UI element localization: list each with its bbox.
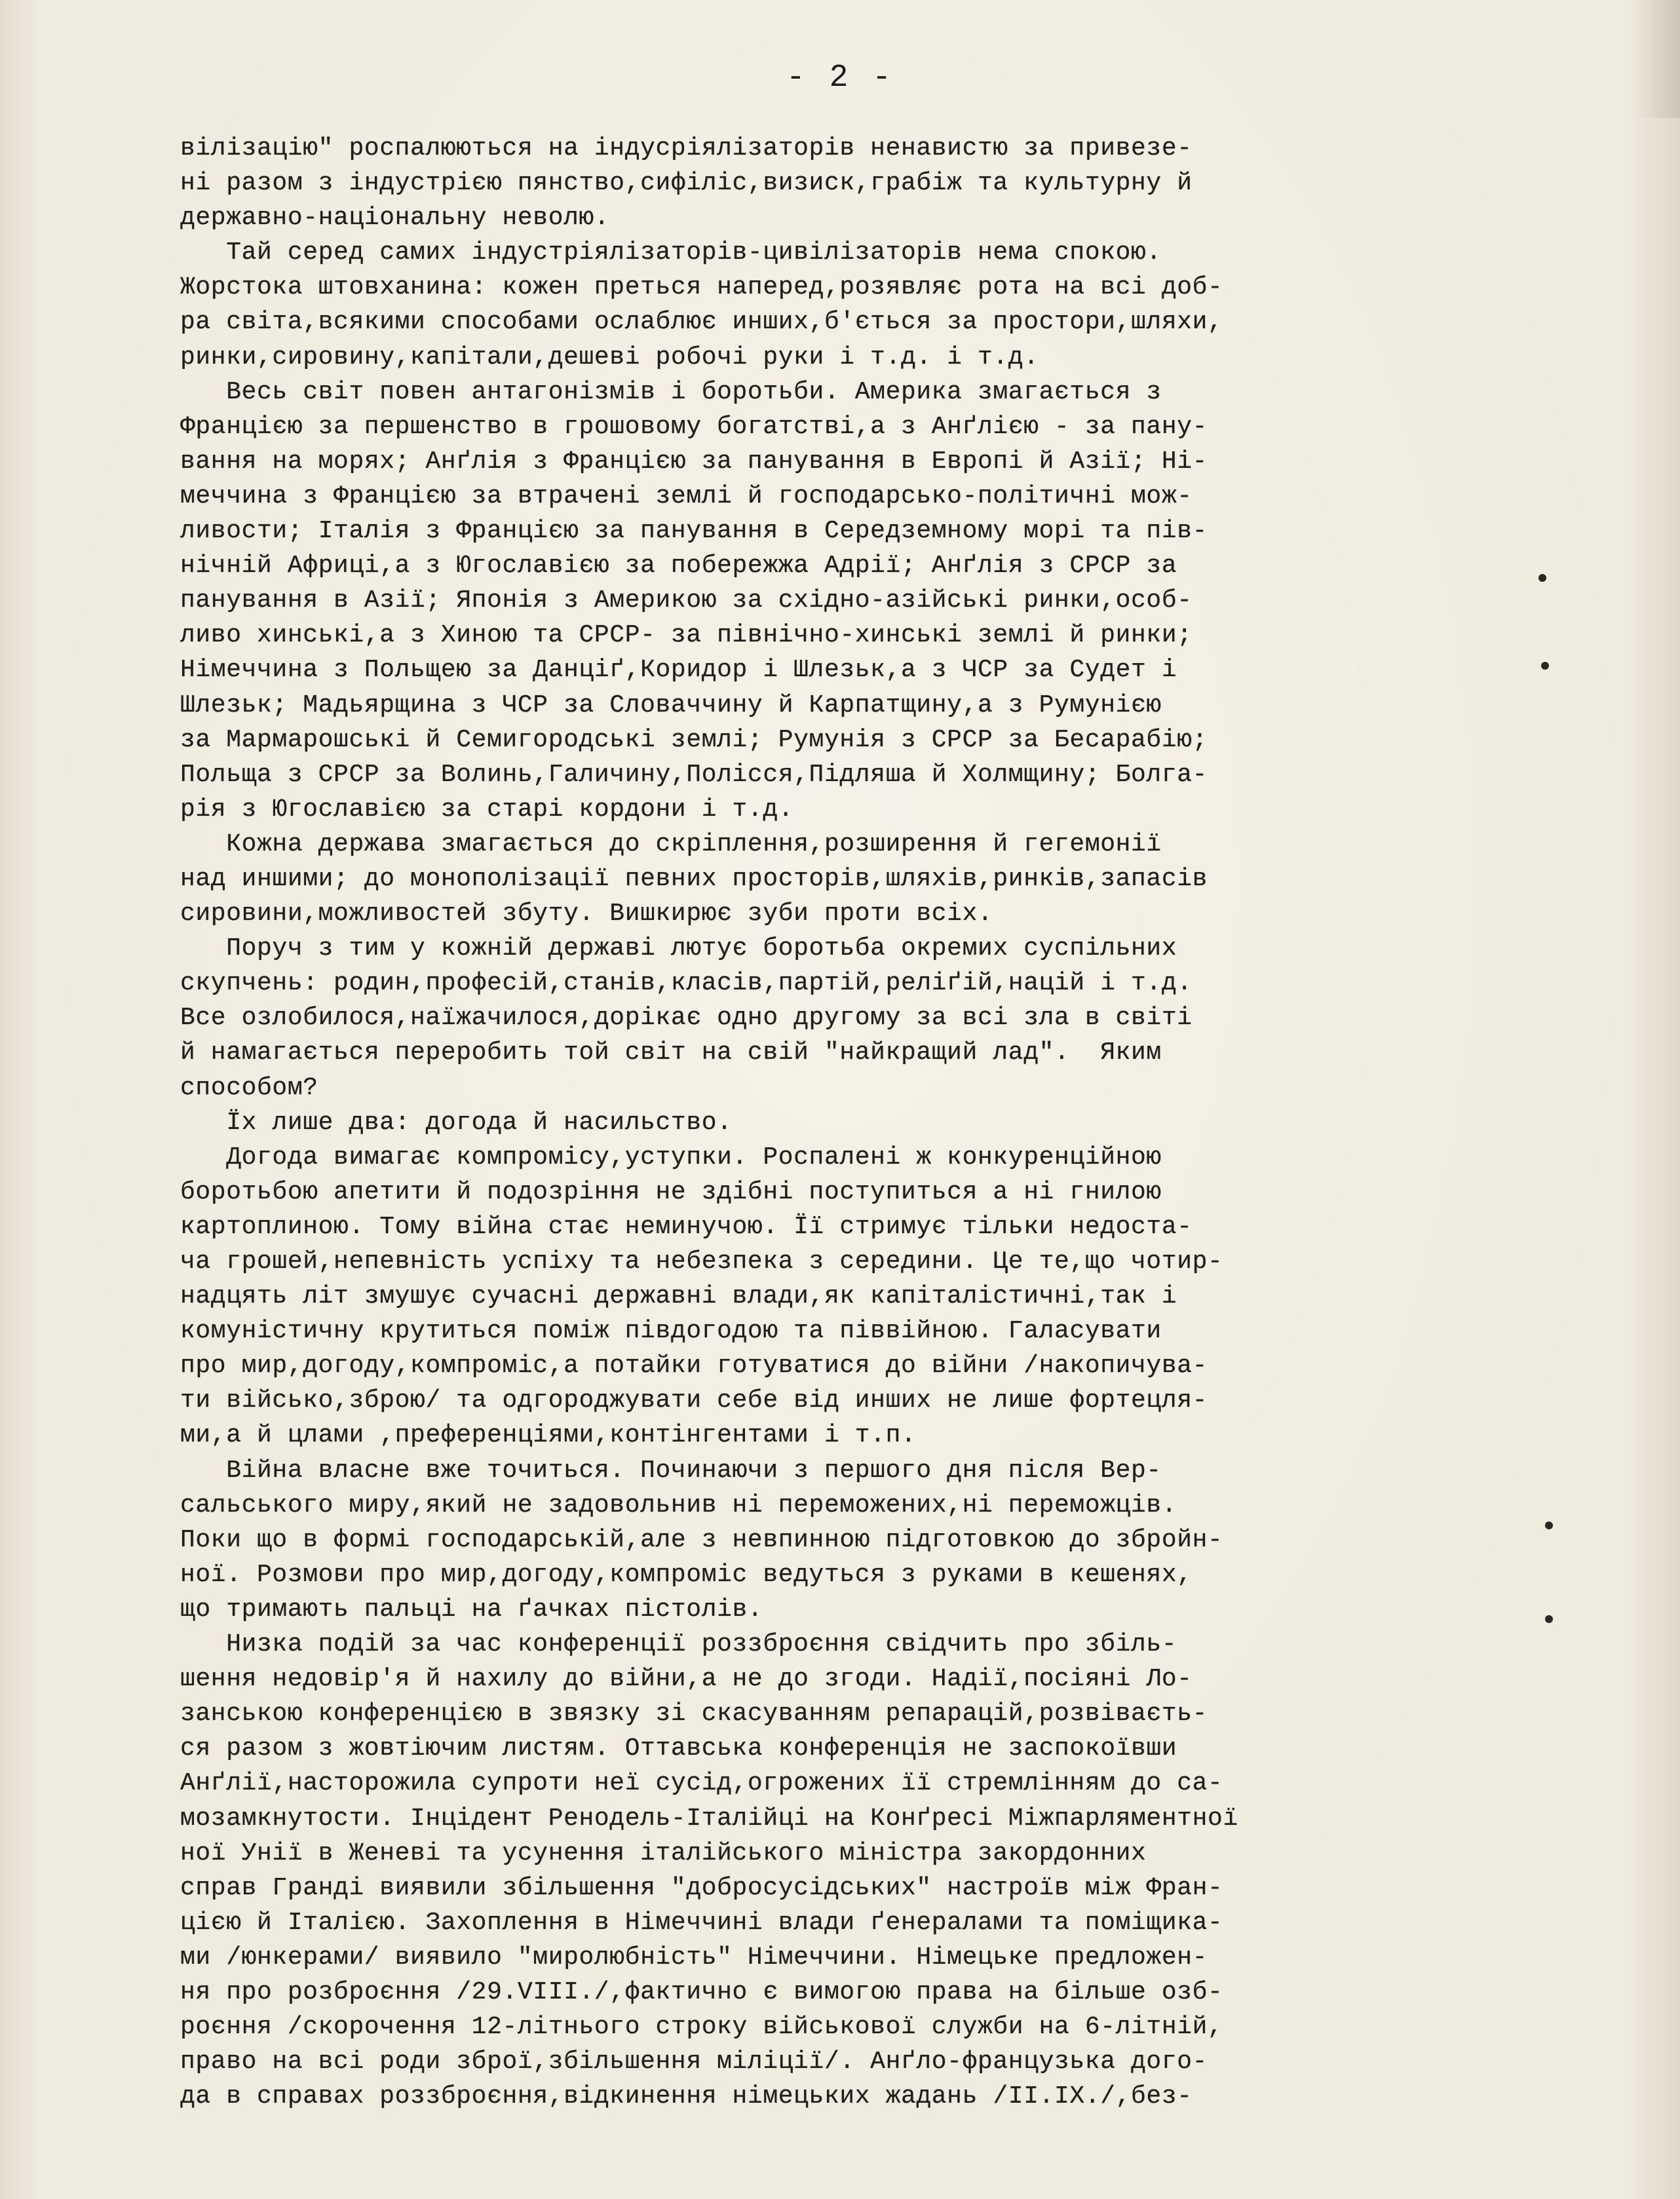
text-line: й намагається переробить той світ на свій "найкращий лад". Яким xyxy=(180,1039,1162,1067)
text-line: сальського миру,який не задовольнив ні переможених,ні переможців. xyxy=(180,1491,1177,1520)
text-line: шення недовір'я й нахилу до війни,а не до згоди. Надії,посіяні Ло- xyxy=(180,1665,1193,1694)
text-line: рія з Югославією за старі кордони і т.д. xyxy=(180,795,794,824)
text-line: про мир,догоду,компроміс,а потайки готуватися до війни /накопичува- xyxy=(180,1352,1208,1381)
text-line: Німеччина з Польщею за Данціґ,Коридор і Шлезьк,а з ЧСР за Судет і xyxy=(180,656,1177,685)
text-line: ної Унії в Женеві та усунення італійського міністра закордонних xyxy=(180,1839,1147,1867)
text-line: комуністичну крутиться поміж півдогодою та піввійною. Галасувати xyxy=(180,1317,1162,1346)
text-line: що тримають пальці на ґачках пістолів. xyxy=(180,1595,763,1624)
text-line: сировини,можливостей збуту. Вишкирює зуби проти всіх. xyxy=(180,900,993,928)
text-line: за Мармарошські й Семигородські землі; Румунія з СРСР за Бесарабію; xyxy=(180,725,1208,754)
text-line: Польща з СРСР за Волинь,Галичину,Полісся,Підляша й Холмщину; Болга- xyxy=(180,760,1208,789)
text-line: ної. Розмови про мир,догоду,компроміс ведуться з руками в кешенях, xyxy=(180,1560,1193,1589)
text-line: державно-національну неволю. xyxy=(180,204,610,233)
page-edge-shadow xyxy=(1634,0,1680,118)
text-line: способом? xyxy=(180,1073,318,1102)
text-line: Шлезьк; Мадьярщина з ЧСР за Словаччину й Карпатщину,а з Румунією xyxy=(180,691,1162,719)
text-line: Тай серед самих індустріялізаторів-цивілізаторів нема спокою. xyxy=(180,239,1162,267)
page-number: - 2 - xyxy=(786,60,894,96)
text-line: право на всі роди зброї,збільшення міліції/. Анґло-французька дого- xyxy=(180,2048,1208,2076)
text-line: ливо хинські,а з Хиною та СРСР- за північно-хинські землі й ринки; xyxy=(180,621,1193,650)
text-line: занською конференцією в звязку зі скасуванням репарацій,розвіваєть- xyxy=(180,1700,1208,1729)
text-line: справ Гранді виявили збільшення "добросусідських" настроїв між Фран- xyxy=(180,1873,1223,1902)
punch-mark xyxy=(1538,574,1546,582)
punch-mark xyxy=(1541,662,1549,670)
text-line: нічній Африці,а з Югославією за побережжа Адрії; Анґлія з СРСР за xyxy=(180,552,1177,581)
text-line: Весь світ повен антагонізмів і боротьби. Америка змагається з xyxy=(180,377,1162,406)
text-line: Догода вимагає компромісу,уступки. Роспалені ж конкуренційною xyxy=(180,1143,1162,1172)
text-line: панування в Азії; Японія з Америкою за східно-азійські ринки,особ- xyxy=(180,586,1193,615)
text-line: ми /юнкерами/ виявило "миролюбність" Німеччини. Німецьке предложен- xyxy=(180,1943,1208,1972)
punch-mark xyxy=(1545,1521,1553,1529)
text-line: ні разом з індустрією пянство,сифіліс,визиск,грабіж та культурну й xyxy=(180,169,1193,198)
text-line: ня про розброєння /29.VIII./,фактично є вимогою права на більше озб- xyxy=(180,1978,1223,2006)
text-line: ми,а й цлами ,преференціями,контінгентами і т.п. xyxy=(180,1421,917,1450)
text-line: ча грошей,непевність успіху та небезпека з середини. Це те,що чотир- xyxy=(180,1248,1223,1276)
text-line: Кожна держава змагається до скріплення,розширення й гегемонії xyxy=(180,830,1162,858)
text-line: над иншими; до монополізації певних просторів,шляхів,ринків,запасів xyxy=(180,864,1208,893)
text-line: Їх лише два: догода й насильство. xyxy=(180,1108,733,1137)
text-line: боротьбою апетити й подозріння не здібні поступиться а ні гнилою xyxy=(180,1177,1162,1206)
text-line: ра світа,всякими способами ослаблює инших,б'ється за простори,шляхи, xyxy=(180,308,1223,337)
text-line: Поруч з тим у кожній державі лютує боротьба окремих суспільних xyxy=(180,934,1177,963)
text-line: ти військо,зброю/ та одгороджувати себе від инших не лише фортецля- xyxy=(180,1386,1208,1415)
typewritten-body xyxy=(180,131,1543,2114)
text-line: Війна власне вже точиться. Починаючи з першого дня після Вер- xyxy=(180,1456,1162,1485)
text-line: Францією за першенство в грошовому богатстві,а з Анґлією - за пану- xyxy=(180,412,1208,441)
text-line: скупчень: родин,професій,станів,класів,партій,реліґій,націй і т.д. xyxy=(180,969,1193,998)
text-line: вілізацію" роспалюються на індусріялізаторів ненавистю за привезе- xyxy=(180,134,1193,163)
text-line: картоплиною. Тому війна стає неминучою. Її стримує тільки недоста- xyxy=(180,1212,1193,1241)
text-line: мозамкнутости. Інцідент Ренодель-Італійці на Конґресі Міжпарляментної xyxy=(180,1804,1238,1833)
punch-mark xyxy=(1545,1615,1553,1623)
text-line: да в справах роззброєння,відкинення німецьких жадань /II.IX./,без- xyxy=(180,2082,1193,2111)
text-line: Все озлобилося,наїжачилося,дорікає одно другому за всі зла в світі xyxy=(180,1004,1193,1033)
text-line: ливости; Італія з Францією за панування в Середземному морі та пів- xyxy=(180,517,1208,546)
text-line: Жорстока штовханина: кожен преться наперед,розявляє рота на всі доб- xyxy=(180,273,1223,302)
text-line: Анґлії,насторожила супроти неї сусід,огрожених її стремлінням до са- xyxy=(180,1769,1223,1798)
text-line: меччина з Францією за втрачені землі й господарсько-політичні мож- xyxy=(180,482,1193,510)
text-line: Поки що в формі господарській,але з невпинною підготовкою до збройн- xyxy=(180,1525,1223,1554)
text-line: цією й Італією. Захоплення в Німеччині влади ґенералами та поміщика- xyxy=(180,1908,1223,1937)
text-line: ся разом з жовтіючим листям. Оттавська конференція не заспокоївши xyxy=(180,1734,1177,1763)
text-line: вання на морях; Анґлія з Францією за панування в Европі й Азії; Ні- xyxy=(180,447,1208,476)
text-line: ринки,сировину,капітали,дешеві робочі руки і т.д. і т.д. xyxy=(180,343,1039,372)
text-line: надцять літ змушує сучасні державні влади,як капіталістичні,так і xyxy=(180,1282,1177,1311)
text-line: Низка подій за час конференції роззброєння свідчить про збіль- xyxy=(180,1630,1177,1659)
text-line: роєння /скорочення 12-літнього строку військової служби на 6-літній, xyxy=(180,2013,1223,2042)
